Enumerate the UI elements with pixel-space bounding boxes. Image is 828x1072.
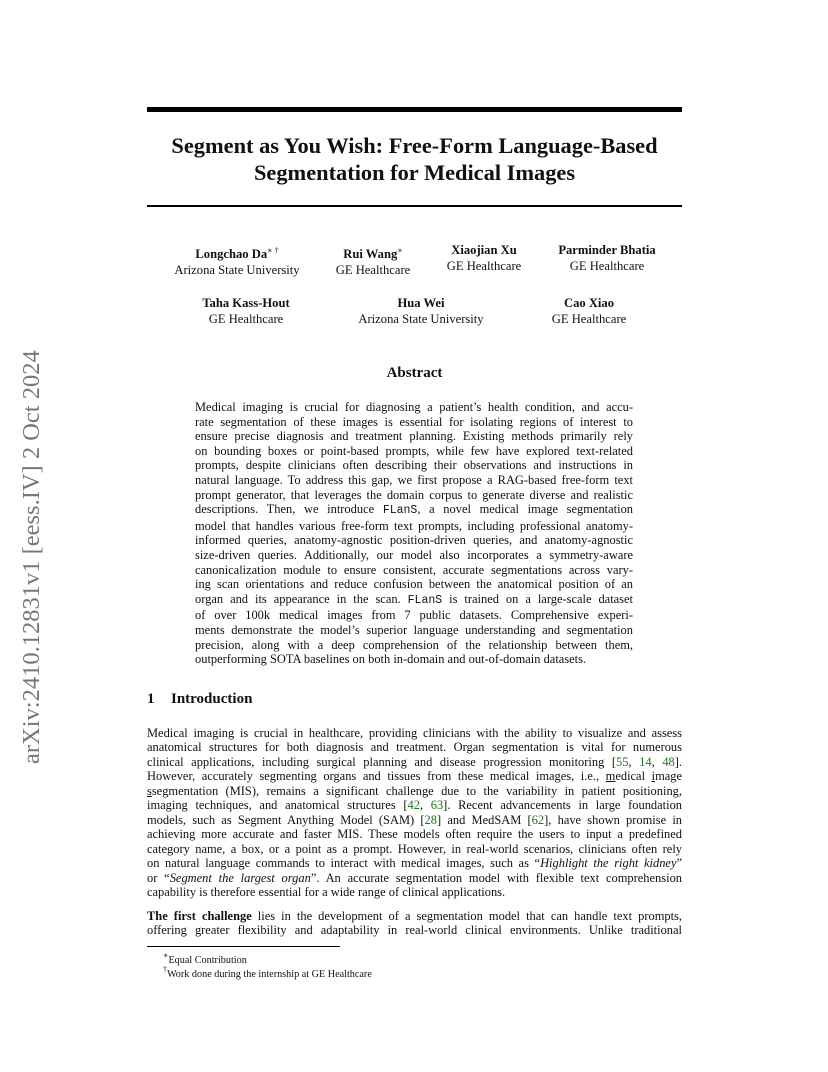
body-text: imaging techniques, and anatomical structures [ bbox=[147, 798, 408, 813]
body-text: ] and MedSAM [ bbox=[436, 812, 532, 827]
body-line bbox=[147, 871, 682, 885]
abstract-line: canonicalization module to ensure consistent, accurate segmentations across vary- bbox=[195, 562, 633, 577]
citation-link[interactable]: 14 bbox=[639, 754, 652, 769]
intro-paragraph-2 bbox=[147, 909, 682, 938]
footnote-mark: † bbox=[163, 965, 167, 974]
footnote-mark: ∗ bbox=[163, 951, 169, 960]
body-text: ], have shown promise in bbox=[544, 812, 682, 827]
paper-title bbox=[147, 132, 682, 186]
body-line bbox=[147, 769, 682, 783]
body-text: lies in the development of a segmentation model that can handle text prompts, bbox=[251, 909, 682, 923]
author-affiliation: GE Healthcare bbox=[335, 262, 411, 277]
body-text: ” bbox=[676, 856, 682, 871]
body-text: ]. Recent advancements in large foundation bbox=[443, 798, 683, 813]
abstract-text: organ and its appearance in the scan. bbox=[195, 591, 401, 606]
body-text: models, such as Segment Anything Model (SAM) [ bbox=[147, 812, 425, 827]
body-text: ”. An accurate segmentation model with flexible text comprehension bbox=[310, 870, 683, 885]
abstract-line: on bounding boxes or point-based prompts, while few have explored text-related bbox=[195, 443, 633, 458]
author-name: Xiaojian Xu bbox=[451, 243, 517, 257]
body-line: offering greater flexibility and adaptability in real-world clinical environments. Unlike traditional bbox=[147, 923, 682, 938]
citation-link[interactable]: 48 bbox=[662, 754, 675, 769]
challenge-label: The first challenge bbox=[147, 909, 252, 923]
body-line: achieving more accurate and faster MIS. These models often require the users to input a predefined bbox=[147, 827, 682, 842]
abstract-line: ensure precise diagnosis and treatment planning. Existing methods primarily rely bbox=[195, 429, 633, 444]
abstract-line: ments demonstrate the model’s superior language understanding and segmentation bbox=[195, 622, 633, 637]
author-name: Cao Xiao bbox=[563, 296, 615, 310]
footnote-internship bbox=[163, 964, 372, 981]
body-text: on natural language commands to interact with medical images, such as “ bbox=[147, 856, 541, 871]
author-affiliation: Arizona State University bbox=[358, 311, 484, 326]
body-text: segmentation (MIS), remains a significant challenge due to the variability in patient positioning, bbox=[151, 783, 682, 798]
abstract-line: Medical imaging is crucial for diagnosing a patient’s health condition, and accu- bbox=[195, 400, 633, 414]
body-line: Medical imaging is crucial in healthcare, providing clinicians with the ability to visualize and assess bbox=[147, 726, 682, 740]
body-text: However, accurately segmenting organs and tissues from these medical images, i.e., bbox=[147, 769, 600, 784]
footnote-text: Equal Contribution bbox=[168, 955, 247, 966]
citation-link[interactable]: 55 bbox=[616, 754, 629, 769]
abstract-line: natural language. To address this gap, we first propose a RAG-based free-form text bbox=[195, 472, 633, 487]
author-block bbox=[350, 296, 492, 327]
citation-link[interactable]: 28 bbox=[424, 812, 437, 827]
model-name: FLanS bbox=[407, 593, 443, 607]
section-heading bbox=[147, 691, 252, 708]
abstract-text: is trained on a large-scale dataset bbox=[442, 591, 633, 606]
body-line bbox=[147, 784, 682, 798]
abstract-line: ing scan orientations and reduce confusion between the anatomical position of an bbox=[195, 577, 633, 592]
body-line: category name, a box, or a point as a prompt. However, in real-world scenarios, clinicians often rely bbox=[147, 841, 682, 856]
body-line bbox=[147, 856, 682, 870]
author-name: Parminder Bhatia bbox=[558, 243, 656, 257]
citation-link[interactable]: 42 bbox=[407, 798, 420, 813]
author-block bbox=[196, 296, 296, 327]
author-block bbox=[438, 243, 530, 274]
abstract-text: , a novel medical image segmentation bbox=[417, 502, 634, 517]
body-text: ]. bbox=[674, 754, 683, 769]
author-affiliation: Arizona State University bbox=[174, 262, 300, 277]
example-query: Highlight the right kidney bbox=[540, 856, 677, 871]
body-line bbox=[147, 909, 682, 923]
author-name: Rui Wang bbox=[343, 247, 398, 261]
abstract-line: informed queries, anatomy-agnostic position-driven queries, and anatomy-agnostic bbox=[195, 533, 633, 548]
author-name: Taha Kass-Hout bbox=[202, 296, 290, 310]
mis-letter: m bbox=[605, 769, 616, 784]
body-text: or “ bbox=[147, 870, 170, 885]
body-line: capability is therefore essential for a wide range of clinical applications. bbox=[147, 884, 506, 899]
abstract-line: rate segmentation of these images is essential for isolating regions of interest to bbox=[195, 414, 633, 429]
abstract-line: prompts, despite clinicians often describing their observations and instructions in bbox=[195, 458, 633, 473]
citation-link[interactable]: 62 bbox=[531, 812, 545, 827]
author-block bbox=[328, 243, 418, 278]
body-line: anatomical structures for both diagnosis and treatment. Organ segmentation is vital for numerous bbox=[147, 740, 682, 755]
title-line-1: Segment as You Wish: Free-Form Language-Based bbox=[171, 133, 658, 158]
abstract-body bbox=[195, 400, 633, 667]
author-affiliation: GE Healthcare bbox=[208, 311, 284, 326]
abstract-text: descriptions. Then, we introduce bbox=[195, 502, 375, 517]
citation-link[interactable]: 63 bbox=[430, 798, 444, 813]
abstract-heading: Abstract bbox=[386, 365, 443, 381]
mis-letter: i bbox=[651, 769, 656, 784]
model-name: FLanS bbox=[382, 504, 418, 518]
title-bottom-rule bbox=[147, 205, 682, 207]
body-line bbox=[147, 813, 682, 827]
abstract-line bbox=[195, 502, 633, 519]
author-name: Hua Wei bbox=[397, 296, 445, 310]
author-block bbox=[168, 243, 306, 278]
author-mark: ∗ † bbox=[267, 246, 279, 255]
section-number: 1 bbox=[147, 691, 155, 707]
abstract-line: model that handles various free-form text prompts, including professional anatomy- bbox=[195, 518, 633, 533]
intro-paragraph-1 bbox=[147, 726, 682, 899]
body-text: clinical applications, including surgical planning and disease progression monitoring [ bbox=[147, 754, 617, 769]
author-affiliation: GE Healthcare bbox=[551, 311, 627, 326]
footnote-text: Work done during the internship at GE Healthcare bbox=[167, 969, 372, 980]
abstract-line bbox=[195, 592, 633, 609]
author-affiliation: GE Healthcare bbox=[446, 258, 522, 273]
abstract-line: outperforming SOTA baselines on both in-domain and out-of-domain datasets. bbox=[195, 652, 587, 667]
body-text: mage bbox=[655, 769, 683, 784]
abstract-line: prompt generator, that leverages the domain corpus to generate diverse and realistic bbox=[195, 487, 633, 502]
section-title: Introduction bbox=[171, 691, 253, 707]
author-affiliation: GE Healthcare bbox=[569, 258, 645, 273]
title-line-2: Segmentation for Medical Images bbox=[253, 160, 576, 185]
author-mark: ∗ bbox=[397, 246, 403, 255]
author-name: Longchao Da bbox=[195, 247, 268, 261]
footnote-rule bbox=[147, 946, 340, 947]
arxiv-identifier: arXiv:2410.12831v1 [eess.IV] 2 Oct 2024 bbox=[18, 350, 45, 764]
mis-letter: s bbox=[147, 783, 152, 798]
body-line: clinical applications, including surgical planning and disease progression monitoring [55, 14, 48]. bbox=[147, 754, 683, 769]
author-block bbox=[550, 243, 664, 274]
abstract-line: precision, along with a deep comprehension of the relationship between them, bbox=[195, 637, 633, 652]
abstract-line: size-driven queries. Additionally, our model also incorporates a symmetry-aware bbox=[195, 547, 633, 562]
author-block bbox=[542, 296, 636, 327]
body-text: edical bbox=[615, 769, 652, 784]
body-line: imaging techniques, and anatomical structures [42, 63]. Recent advancements in large foundation bbox=[147, 798, 683, 813]
example-query: Segment the largest organ bbox=[169, 870, 311, 885]
title-top-rule bbox=[147, 107, 682, 112]
abstract-line: of over 100k medical images from 7 public datasets. Comprehensive experi- bbox=[195, 608, 633, 623]
